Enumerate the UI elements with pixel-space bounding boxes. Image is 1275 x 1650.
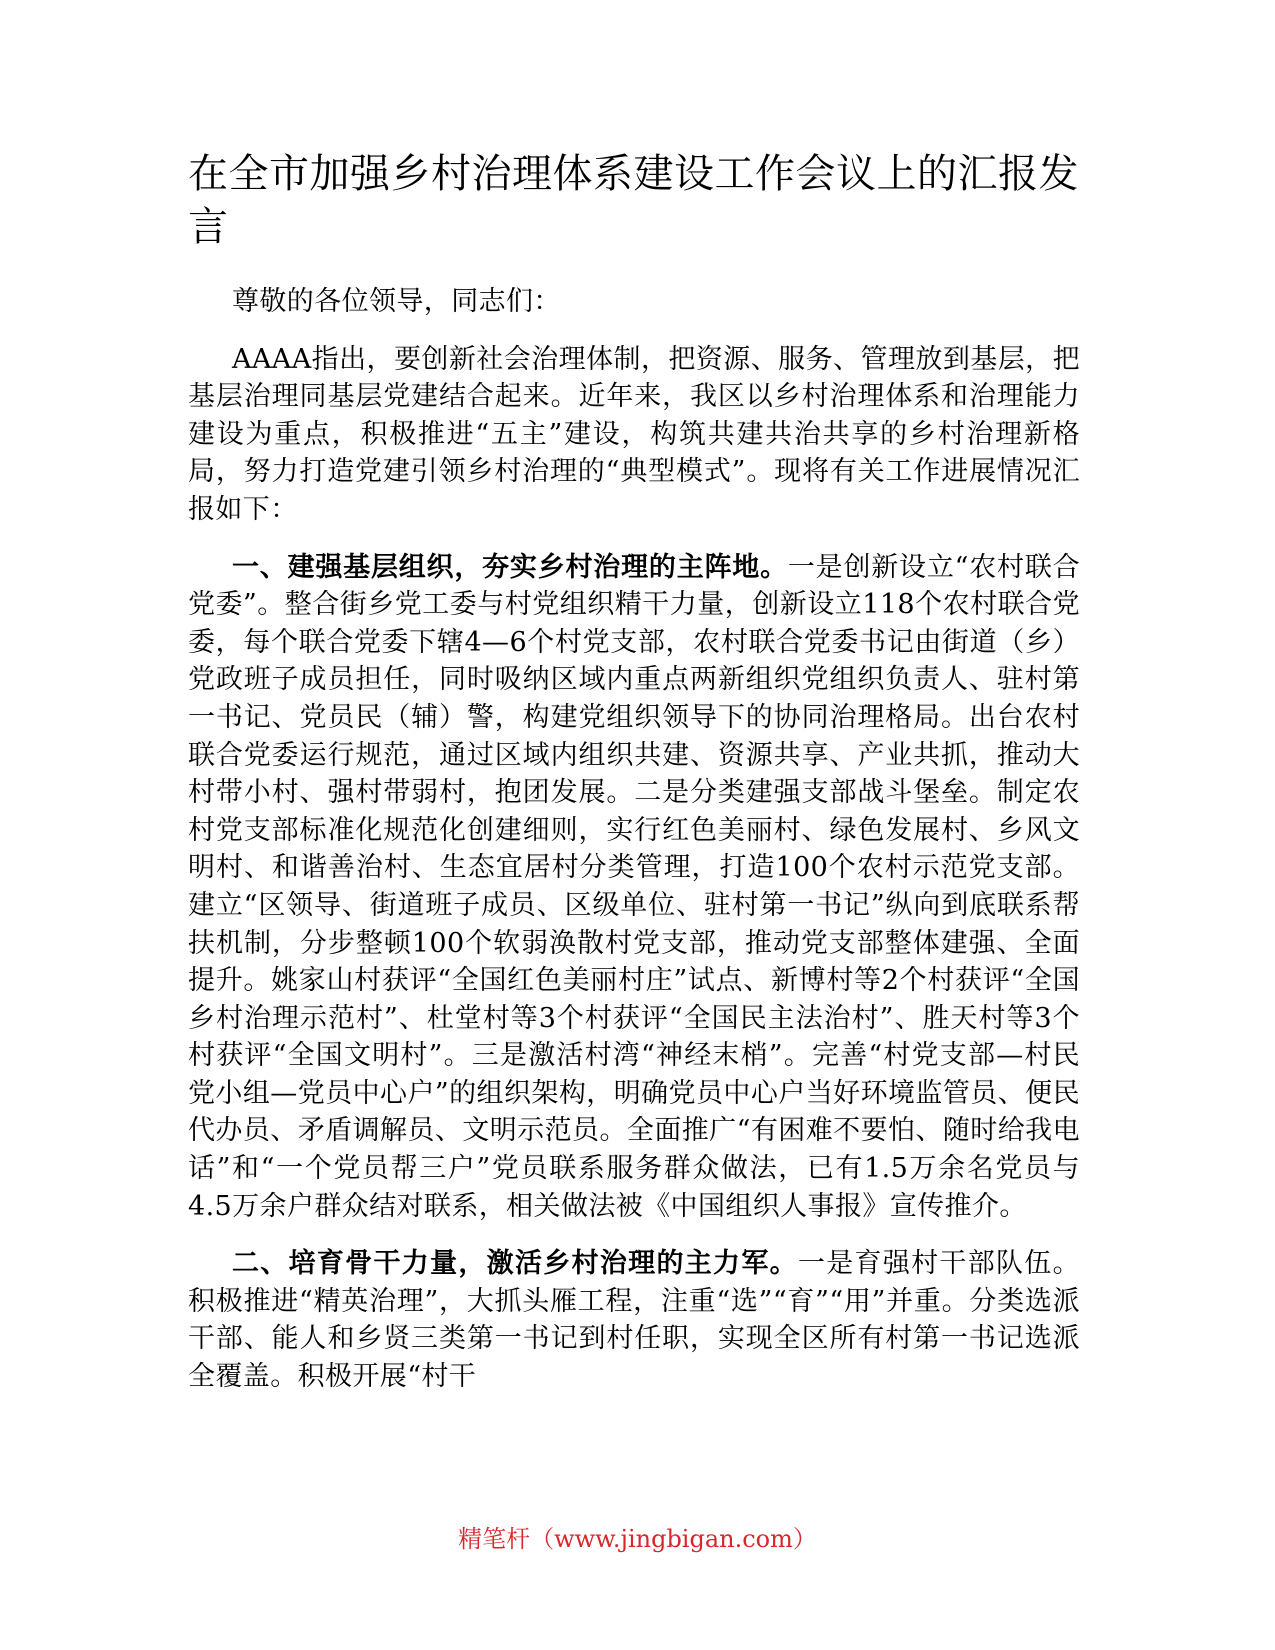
document-title: 在全市加强乡村治理体系建设工作会议上的汇报发言 [188, 151, 1079, 250]
greeting: 尊敬的各位领导，同志们： [232, 286, 561, 317]
intro-paragraph: AAAA指出，要创新社会治理体制，把资源、服务、管理放到基层，把基层治理同基层党建结合起来。近年来，我区以乡村治理体系和治理能力建设为重点，积极推进“五主”建设，构筑共建共治共享的乡村治理新格局，努力打造党建引领乡村治理的“典型模式”。现将有关工作进展情况汇报如下： [188, 343, 1080, 525]
footer-watermark: 精笔杆（www.jingbigan.com） [458, 1525, 817, 1553]
document-body [188, 148, 1080, 1396]
section-1-body: 一是创新设立“农村联合党委”。整合街乡党工委与村党组织精干力量，创新设立118个农村联合党委，每个联合党委下辖4—6个村党支部，农村联合党委书记由街道（乡）党政班子成员担任，同时吸纳区域内重点两新组织党组织负责人、驻村第一书记、党员民（辅）警，构建党组织领导下的协同治理格局。出台农村联合党委运行规范，通过区域内组织共建、资源共享、产业共抓，推动大村带小村、强村带弱村，抱团发展。二是分类建强支部战斗堡垒。制定农村党支部标准化规范化创建细则，实行红色美丽村、绿色发展村、乡风文明村、和谐善治村、生态宜居村分类管理，打造100个农村示范党支部。建立“区领导、街道班子成员、区级单位、驻村第一书记”纵向到底联系帮扶机制，分步整顿100个软弱涣散村党支部，推动党支部整体建强、全面提升。姚家山村获评“全国红色美丽村庄”试点、新博村等2个村获评“全国乡村治理示范村”、杜堂村等3个村获评“全国民主法治村”、胜天村等3个村获评“全国文明村”。三是激活村湾“神经末梢”。完善“村党支部—村民党小组—党员中心户”的组织架构，明确党员中心户当好环境监管员、便民代办员、矛盾调解员、文明示范员。全面推广“有困难不要怕、随时给我电话”和“一个党员帮三户”党员联系服务群众做法，已有1.5万余名党员与4.5万余户群众结对联系，相关做法被《中国组织人事报》宣传推介。 [188, 551, 1081, 1222]
section-2-heading: 二、培育骨干力量，激活乡村治理的主力军。 [232, 1248, 798, 1280]
section-2-body: 一是育强村干部队伍。积极推进“精英治理”，大抓头雁工程，注重“选”“育”“用”并重。分类选派干部、能人和乡贤三类第一书记到村任职，实现全区所有村第一书记选派全覆盖。积极开展“村干 [188, 1248, 1081, 1393]
section-1-paragraph [188, 549, 1080, 1226]
section-1-heading: 一、建强基层组织，夯实乡村治理的主阵地。 [232, 551, 788, 583]
section-2-paragraph [188, 1245, 1080, 1395]
